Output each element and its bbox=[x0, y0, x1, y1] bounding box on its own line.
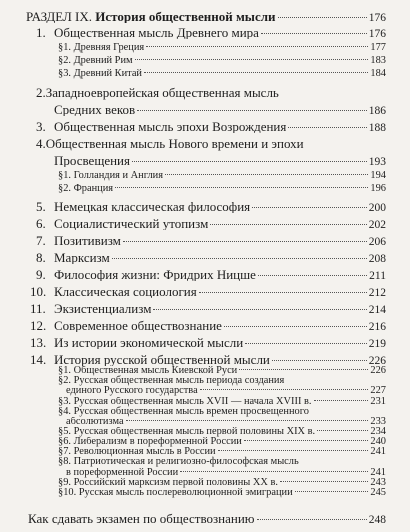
leader-dots bbox=[135, 59, 369, 60]
entry-title: Экзистенциализм bbox=[54, 302, 152, 315]
page-number: 241 bbox=[370, 446, 386, 458]
toc-subentry bbox=[58, 427, 386, 437]
toc-entry-continuation bbox=[54, 103, 386, 118]
page-number: 186 bbox=[368, 105, 386, 117]
leader-dots bbox=[295, 491, 369, 492]
page-number: 226 bbox=[370, 365, 386, 376]
toc-entry bbox=[36, 86, 279, 99]
page-number: 234 bbox=[370, 425, 386, 437]
entry-title: абсолютизма bbox=[66, 416, 124, 427]
page-number: 202 bbox=[368, 219, 386, 231]
entry-title: §9. Российский марксизм первой половины XX в. bbox=[58, 477, 278, 488]
toc-entry bbox=[36, 251, 386, 266]
toc-entry bbox=[30, 336, 386, 351]
entry-title: §2. Древний Рим bbox=[58, 56, 133, 66]
entry-title: Общественная мысль Нового времени и эпохи bbox=[45, 136, 304, 151]
entry-number: 2. bbox=[36, 85, 46, 100]
leader-dots bbox=[244, 440, 369, 441]
entry-title: §7. Революционная мысль в России bbox=[58, 447, 216, 458]
toc-subentry bbox=[58, 43, 386, 53]
entry-number: 3. bbox=[36, 120, 46, 133]
entry-title: Общественная мысль Древнего мира bbox=[54, 26, 259, 39]
toc-subentry bbox=[58, 488, 386, 498]
leader-dots bbox=[165, 174, 368, 175]
entry-title: Из истории экономической мысли bbox=[54, 336, 244, 349]
page-number: 226 bbox=[368, 355, 386, 367]
entry-title: §1. Общественная мысль Киевской Руси bbox=[58, 366, 238, 376]
leader-dots bbox=[123, 241, 367, 242]
entry-title: Как сдавать экзамен по обществознанию bbox=[28, 512, 255, 525]
section-title: История общественной мысли bbox=[95, 10, 276, 23]
page-number: 194 bbox=[370, 170, 386, 181]
section-heading bbox=[26, 10, 386, 25]
entry-title: Социалистический утопизм bbox=[54, 217, 209, 230]
entry-number: 12. bbox=[30, 319, 47, 332]
entry-title: §1. Древняя Греция bbox=[58, 43, 145, 53]
toc-entry bbox=[36, 26, 386, 41]
final-entry bbox=[28, 512, 386, 527]
toc-subentry: §4. Русская общественная мысль времен просвещенного bbox=[58, 405, 309, 417]
entry-number: 9. bbox=[36, 268, 46, 281]
toc-subentry bbox=[58, 184, 386, 194]
page-number: 248 bbox=[368, 514, 386, 526]
entry-title: единого Русского государства bbox=[66, 386, 198, 397]
entry-title: в пореформенной России bbox=[66, 467, 179, 478]
page-number: 206 bbox=[368, 236, 386, 248]
leader-dots bbox=[288, 127, 366, 128]
page-number: 176 bbox=[368, 12, 386, 24]
entry-title: Современное обществознание bbox=[54, 319, 222, 332]
page-number: 212 bbox=[368, 287, 386, 299]
entry-title: Западноевропейская общественная мысль bbox=[45, 85, 279, 100]
toc-subentry: §2. Русская общественная мысль периода создания bbox=[58, 375, 285, 387]
entry-title: История русской общественной мысли bbox=[54, 353, 270, 366]
page-number: 176 bbox=[368, 28, 386, 40]
leader-dots bbox=[146, 46, 368, 47]
leader-dots bbox=[258, 275, 367, 276]
leader-dots bbox=[200, 389, 369, 390]
page-number: 196 bbox=[370, 183, 386, 194]
entry-number: 7. bbox=[36, 234, 46, 247]
entry-title: Классическая социология bbox=[54, 285, 197, 298]
leader-dots bbox=[132, 161, 367, 162]
leader-dots bbox=[252, 207, 367, 208]
entry-title: Средних веков bbox=[54, 103, 136, 116]
entry-number: 10. bbox=[30, 285, 47, 298]
toc-entry bbox=[36, 200, 386, 215]
leader-dots bbox=[314, 400, 369, 401]
toc-entry bbox=[36, 217, 386, 232]
page-number: 240 bbox=[370, 436, 386, 448]
page-number: 200 bbox=[368, 202, 386, 214]
page-number: 231 bbox=[370, 395, 386, 407]
leader-dots bbox=[153, 309, 366, 310]
entry-number: 11. bbox=[30, 302, 46, 315]
leader-dots bbox=[261, 33, 367, 34]
page-number: 227 bbox=[370, 385, 386, 397]
entry-title: Марксизм bbox=[54, 251, 110, 264]
leader-dots bbox=[245, 343, 367, 344]
entry-number: 5. bbox=[36, 200, 46, 213]
page-number: 233 bbox=[370, 415, 386, 427]
entry-number: 8. bbox=[36, 251, 46, 264]
page-number: 193 bbox=[368, 156, 386, 168]
toc-subentry bbox=[58, 56, 386, 66]
page-number: 216 bbox=[368, 321, 386, 333]
entry-title: §5. Русская общественная мысль первой половины XIX в. bbox=[58, 426, 316, 437]
entry-number: 4. bbox=[36, 136, 46, 151]
leader-dots bbox=[210, 224, 366, 225]
entry-number: 13. bbox=[30, 336, 47, 349]
page-number: 177 bbox=[370, 42, 386, 53]
toc-entry bbox=[30, 285, 386, 300]
entry-title: Просвещения bbox=[54, 154, 130, 167]
leader-dots bbox=[317, 430, 368, 431]
entry-title: Немецкая классическая философия bbox=[54, 200, 251, 213]
leader-dots bbox=[278, 17, 367, 18]
entry-title: Общественная мысль эпохи Возрождения bbox=[54, 120, 287, 133]
leader-dots bbox=[137, 110, 367, 111]
entry-title: §3. Русская общественная мысль XVII — начала XVIII в. bbox=[58, 396, 312, 407]
leader-dots bbox=[239, 369, 368, 370]
leader-dots bbox=[257, 519, 367, 520]
entry-number: 1. bbox=[36, 26, 46, 39]
toc-entry bbox=[36, 120, 386, 135]
entry-title: §10. Русская мысль послереволюционной эмиграции bbox=[58, 487, 293, 498]
leader-dots bbox=[224, 326, 367, 327]
page-number: 208 bbox=[368, 253, 386, 265]
entry-title: §6. Либерализм в пореформенной России bbox=[58, 437, 242, 448]
toc-entry-continuation bbox=[54, 154, 386, 169]
leader-dots bbox=[180, 471, 368, 472]
leader-dots bbox=[126, 420, 369, 421]
toc-subentry bbox=[58, 437, 386, 447]
toc-subentry: §8. Патриотическая и религиозно-философская мысль bbox=[58, 456, 299, 468]
leader-dots bbox=[112, 258, 367, 259]
toc-subentry bbox=[58, 69, 386, 79]
leader-dots bbox=[280, 481, 368, 482]
toc-subentry bbox=[58, 171, 386, 181]
entry-number: 6. bbox=[36, 217, 46, 230]
entry-title: Философия жизни: Фридрих Ницше bbox=[54, 268, 256, 281]
toc-subentry bbox=[58, 478, 386, 488]
page-number: 219 bbox=[368, 338, 386, 350]
leader-dots bbox=[115, 187, 368, 188]
page-number: 184 bbox=[370, 68, 386, 79]
toc-entry bbox=[30, 319, 386, 334]
leader-dots bbox=[199, 292, 367, 293]
leader-dots bbox=[144, 72, 368, 73]
toc-entry bbox=[36, 137, 304, 150]
entry-title: §1. Голландия и Англия bbox=[58, 171, 163, 181]
toc-entry bbox=[30, 302, 386, 317]
toc-entry bbox=[36, 268, 386, 283]
page-number: 188 bbox=[368, 122, 386, 134]
toc-entry bbox=[36, 234, 386, 249]
page-number: 211 bbox=[369, 270, 386, 282]
page-number: 243 bbox=[370, 476, 386, 488]
entry-title: §3. Древний Китай bbox=[58, 69, 142, 79]
entry-title: §2. Франция bbox=[58, 184, 114, 194]
entry-title: Позитивизм bbox=[54, 234, 121, 247]
toc-subentry-continuation bbox=[66, 386, 386, 396]
toc-subentry-continuation bbox=[66, 417, 386, 427]
toc-subentry-continuation bbox=[66, 468, 386, 478]
section-prefix: РАЗДЕЛ IX. bbox=[26, 10, 93, 23]
page-number: 183 bbox=[370, 55, 386, 66]
leader-dots bbox=[218, 450, 369, 451]
leader-dots bbox=[272, 360, 367, 361]
page-number: 245 bbox=[370, 486, 386, 498]
page-number: 214 bbox=[368, 304, 386, 316]
entry-number: 14. bbox=[30, 353, 47, 366]
page-number: 241 bbox=[370, 466, 386, 478]
